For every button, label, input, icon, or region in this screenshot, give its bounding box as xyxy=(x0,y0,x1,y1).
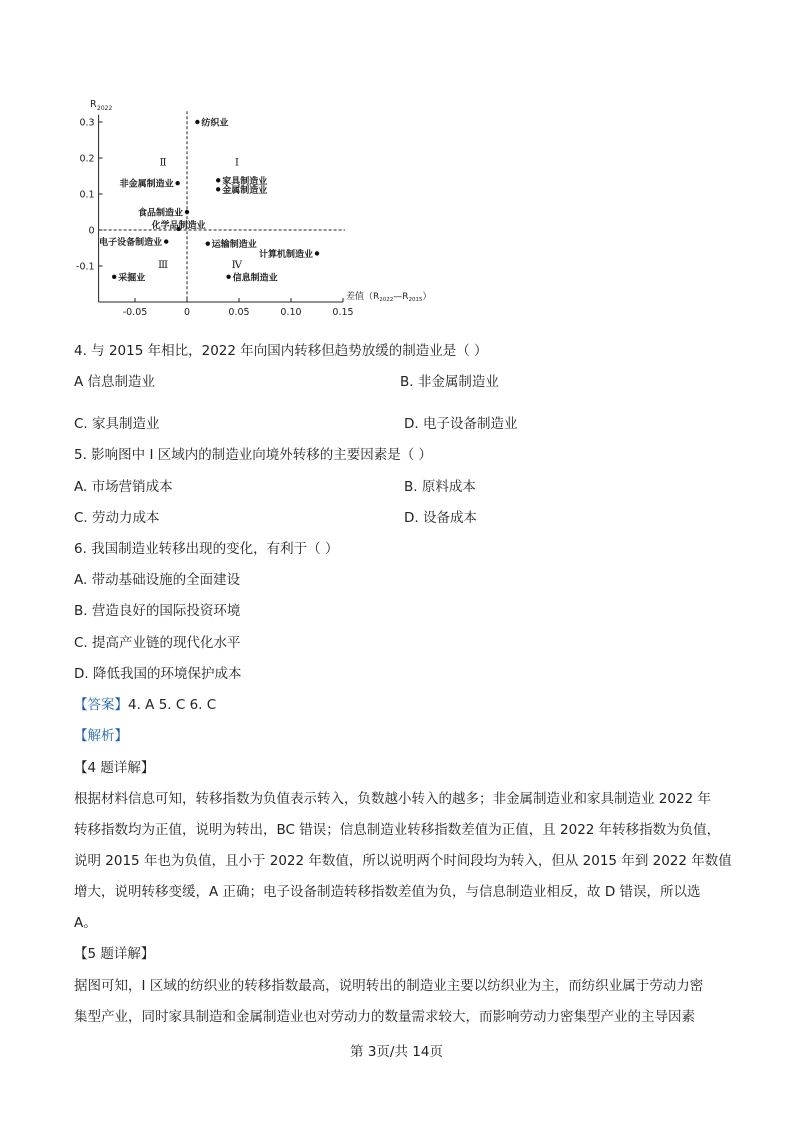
quadrant-label: Ⅰ xyxy=(234,156,239,169)
point-label: 电子设备制造业 xyxy=(99,238,163,249)
question-6-text: 6. 我国制造业转移出现的变化，有利于（ ） xyxy=(74,541,339,557)
question-6-option-b: B. 营造良好的国际投资环境 xyxy=(74,603,241,619)
point-label: 计算机制造业 xyxy=(258,249,313,260)
x-tick-label: 0.05 xyxy=(228,307,250,316)
quadrant-label: Ⅲ xyxy=(158,259,169,272)
question-5-text: 5. 影响图中 I 区域内的制造业向境外转移的主要因素是（ ） xyxy=(74,447,433,463)
question-6-option-a: A. 带动基础设施的全面建设 xyxy=(74,572,241,588)
quadrant-label: Ⅳ xyxy=(231,259,243,272)
point-label: 纺织业 xyxy=(201,118,229,129)
detail-4-line-3: 说明 2015 年也为负值，且小于 2022 年数值，所以说明两个时间段均为转入，但从 2015 年到 2022 年数值 xyxy=(74,853,732,869)
scatter-point xyxy=(216,178,220,182)
question-5-option-c: C. 劳动力成本 xyxy=(74,510,160,526)
question-4-option-d: D. 电子设备制造业 xyxy=(404,416,518,432)
scatter-point xyxy=(216,187,220,191)
question-5-option-b: B. 原料成本 xyxy=(404,479,476,495)
scatter-point xyxy=(206,241,210,245)
detail-5-tag: 【5 题详解】 xyxy=(74,946,155,962)
point-label: 非金属制造业 xyxy=(119,179,174,190)
question-4-option-a: A 信息制造业 xyxy=(74,374,156,390)
y-tick-label: 0.2 xyxy=(79,153,95,165)
y-axis-label: R xyxy=(90,99,97,110)
detail-5-line-1: 据图可知，I 区域的纺织业的转移指数最高，说明转出的制造业主要以纺织业为主，而纺织业属于劳动力密 xyxy=(74,978,704,994)
point-label: 金属制造业 xyxy=(222,185,268,196)
page-footer: 第 3页/共 14页 xyxy=(350,1044,443,1060)
y-tick-label: -0.1 xyxy=(76,261,95,273)
point-label: 家具制造业 xyxy=(222,176,268,187)
scatter-point xyxy=(185,210,189,214)
question-6-option-d: D. 降低我国的环境保护成本 xyxy=(74,666,242,682)
x-tick-label: 0 xyxy=(183,307,191,316)
point-label: 食品制造业 xyxy=(137,208,183,219)
chart-svg xyxy=(70,94,440,316)
x-tick-label: 0.15 xyxy=(332,307,354,316)
question-4-option-c: C. 家具制造业 xyxy=(74,416,160,432)
answer-tag: 【答案】 xyxy=(74,697,128,713)
point-label: 运输制造业 xyxy=(211,240,257,251)
detail-4-line-5: A。 xyxy=(74,915,97,931)
scatter-point xyxy=(315,251,319,255)
point-label: 化学品制造业 xyxy=(151,220,206,231)
detail-4-line-1: 根据材料信息可知，转移指数为负值表示转入，负数越小转入的越多；非金属制造业和家具制造业 2022 年 xyxy=(74,791,711,807)
detail-4-tag: 【4 题详解】 xyxy=(74,760,155,776)
scatter-point xyxy=(112,275,116,279)
y-tick-label: 0.3 xyxy=(79,117,95,129)
detail-5-line-2: 集型产业，同时家具制造和金属制造业也对劳动力的数量需求较大，而影响劳动力密集型产业的主导因素 xyxy=(74,1009,695,1025)
scatter-point xyxy=(164,239,168,243)
detail-4-line-4: 增大，说明转移变缓，A 正确；电子设备制造转移指数差值为负，与信息制造业相反，故 D 错误，所以选 xyxy=(74,884,701,900)
quadrant-label: Ⅱ xyxy=(159,156,167,169)
scatter-point xyxy=(175,181,179,185)
y-axis-label-sub: 2022 xyxy=(97,105,113,112)
question-4-text: 4. 与 2015 年相比，2022 年向国内转移但趋势放缓的制造业是（ ） xyxy=(74,343,488,359)
scatter-point xyxy=(195,120,199,124)
x-tick-label: 0.10 xyxy=(280,307,302,316)
y-tick-label: 0.1 xyxy=(79,189,95,201)
answer-line xyxy=(74,695,216,715)
scatter-point xyxy=(226,275,230,279)
answer-text: 4. A 5. C 6. C xyxy=(128,697,217,713)
point-label: 采掘业 xyxy=(118,273,146,284)
x-axis-label: 差值$(R_{2022}—R_{2015})$ xyxy=(346,292,432,303)
question-5-option-a: A. 市场营销成本 xyxy=(74,479,173,495)
analysis-tag: 【解析】 xyxy=(74,728,128,744)
x-tick-label: -0.05 xyxy=(122,307,148,316)
question-5-option-d: D. 设备成本 xyxy=(404,510,477,526)
question-6-option-c: C. 提高产业链的现代化水平 xyxy=(74,635,241,651)
scatter-chart xyxy=(70,94,440,316)
question-4-option-b: B. 非金属制造业 xyxy=(400,374,499,390)
point-label: 信息制造业 xyxy=(232,273,278,284)
detail-4-line-2: 转移指数均为正值，说明为转出，BC 错误；信息制造业转移指数差值为正值，且 2022 年转移指数为负值， xyxy=(74,822,721,838)
y-tick-label: 0 xyxy=(88,225,95,237)
